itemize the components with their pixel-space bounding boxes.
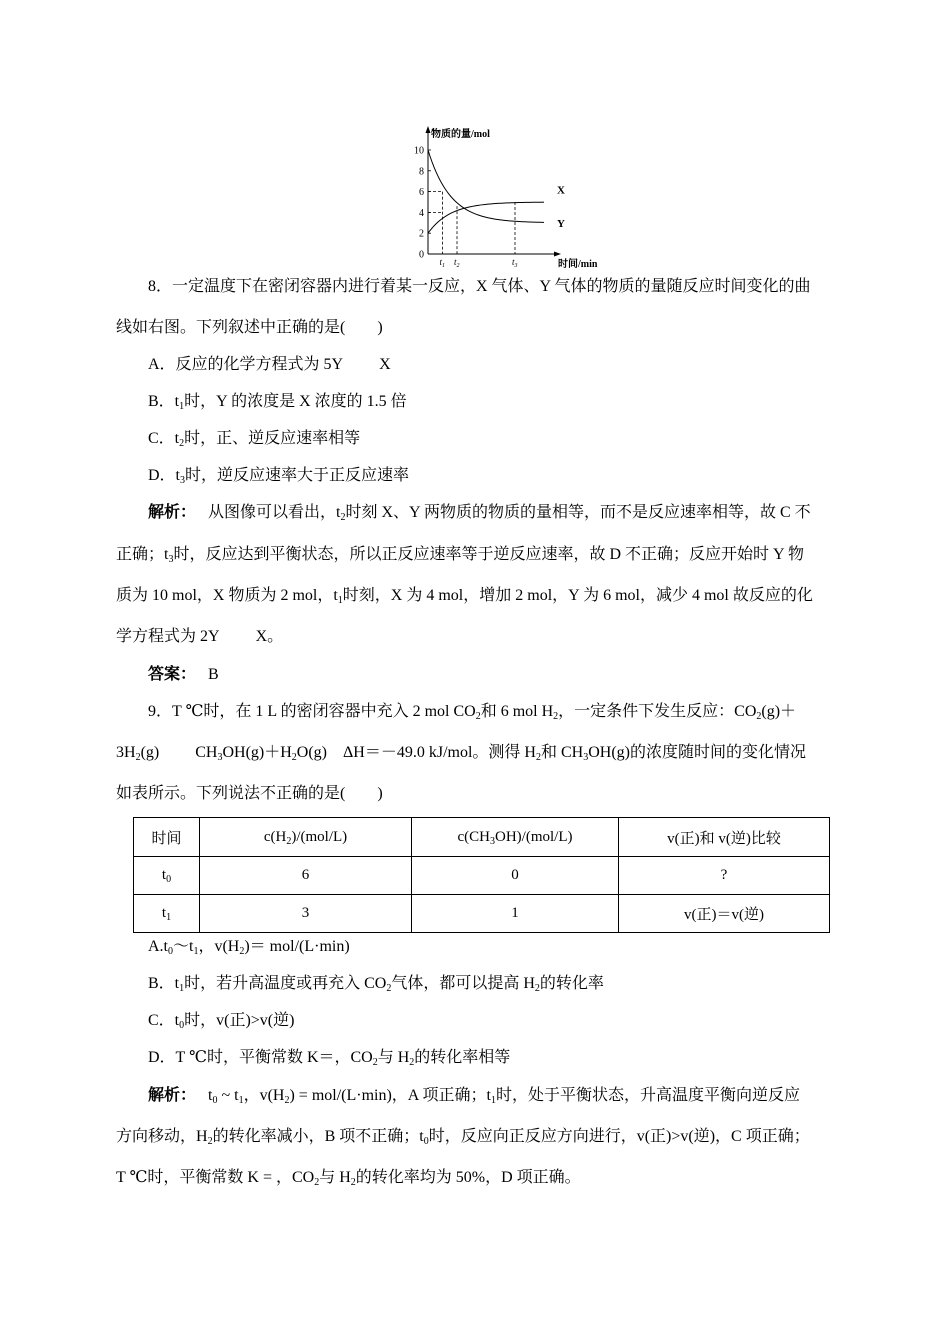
y-tick-label: 10 <box>414 145 424 157</box>
q8-explanation-line2: 正确；$t_3$时，反应达到平衡状态，所以正反应速率等于逆反应速率，故 D 不正确；反应开始时 Y 物 <box>116 546 804 565</box>
x-tick-label: $t_1$ <box>439 257 446 269</box>
cell-h2: 6 <box>200 857 412 895</box>
q9-explanation-line1: 解析： $t_0$ ~ $t_1$，$v(H_2) = mol/(L\cdot\min)$，A 项正确；$t_1$时，处于平衡状态，升高温度平衡向逆反应 <box>148 1087 800 1106</box>
q9-stem-line1: 9．T ℃时，在 1 L 的密闭容器中充入 2 mol $CO_2$和 6 mol $H_2$，一定条件下发生反应：$CO_2(g)+$ <box>148 703 797 722</box>
x-tick-label: $t_2$ <box>454 257 460 269</box>
q8-option-b: B．$t_1$时，Y 的浓度是 X 浓度的 1.5 倍 <box>148 393 407 412</box>
q9-option-c: C．$t_0$时，v(正)>v(逆) <box>148 1012 295 1031</box>
header-h2: $c(H_2)/(mol/L)$ <box>200 818 412 857</box>
q9-option-d: D．T ℃时，平衡常数 K＝，$CO_2$与 $H_2$的转化率相等 <box>148 1049 511 1068</box>
series-x-label: X <box>557 184 565 197</box>
header-rate-compare: v(正)和 v(逆)比较 <box>619 818 830 857</box>
y-tick-label: 0 <box>419 249 424 261</box>
x-axis-label: 时间/min <box>558 259 598 270</box>
q8-stem-line1: 8．一定温度下在密闭容器内进行着某一反应，X 气体、Y 气体的物质的量随反应时间变化的曲 <box>148 278 811 295</box>
q9-stem-line3: 如表所示。下列说法不正确的是( ) <box>116 785 383 802</box>
q8-option-c: C．$t_2$时，正、逆反应速率相等 <box>148 430 361 449</box>
series-y-line <box>428 150 544 222</box>
cell-ch3oh: 1 <box>412 895 619 933</box>
cell-ch3oh: 0 <box>412 857 619 895</box>
table-header-row <box>134 818 830 857</box>
x-tick-label: $t_3$ <box>512 257 518 269</box>
q9-option-b: B．$t_1$时，若升高温度或再充入 $CO_2$气体，都可以提高 $H_2$的转化率 <box>148 975 604 994</box>
q8-option-d: D．$t_3$时，逆反应速率大于正反应速率 <box>148 467 410 486</box>
q8-option-a: A．反应的化学方程式为 5Y X <box>148 356 391 373</box>
header-ch3oh: $c(CH_3OH)/(mol/L)$ <box>412 818 619 857</box>
y-tick-label: 4 <box>419 207 424 219</box>
x-axis-arrow <box>554 252 561 257</box>
concentration-table <box>133 817 830 933</box>
table-row <box>134 895 830 933</box>
q8-explanation-line3: 质为 10 mol，X 物质为 2 mol，$t_1$时刻，X 为 4 mol，增加 2 mol，Y 为 6 mol，减少 4 mol 故反应的化 <box>116 587 813 606</box>
cell-rate: v(正)＝v(逆) <box>619 895 830 933</box>
cell-rate: ? <box>619 857 830 895</box>
q9-explanation-line3: T ℃时，平衡常数 K = ，$CO_2$与 $H_2$的转化率均为 50%，D 项正确。 <box>116 1169 581 1188</box>
q9-explanation-line2: 方向移动，$H_2$的转化率减小，B 项不正确；$t_0$时，反应向正反应方向进行，v(正)>v(逆)，C 项正确； <box>116 1128 810 1147</box>
series-y-label: Y <box>557 217 565 230</box>
q8-stem-line2: 线如右图。下列叙述中正确的是( ) <box>116 319 383 336</box>
q9-option-a: $A.t_0\sim t_1$，$v(H_2)= mol/(L\cdot\min)$ <box>148 938 350 957</box>
chart-axes <box>426 126 598 270</box>
y-axis-label: 物质的量/mol <box>431 129 490 140</box>
q8-explanation-line1: 解析： 从图像可以看出，$t_2$时刻 X、Y 两物质的物质的量相等，而不是反应速率相等，故 C 不 <box>148 504 811 523</box>
cell-time: $t_1$ <box>134 895 200 933</box>
q9-stem-line2: $3H_2(g)$ $CH_3OH(g)+H_2O(g)$ ΔH＝－49.0 kJ/mol。测得 $H_2$和 $CH_3OH(g)$的浓度随时间的变化情况 <box>116 744 806 763</box>
y-axis-arrow <box>426 126 431 133</box>
y-tick-label: 2 <box>419 228 424 240</box>
q8-explanation-line4: 学方程式为 2Y X。 <box>116 628 284 645</box>
cell-time: $t_0$ <box>134 857 200 895</box>
y-tick-label: 8 <box>419 166 424 178</box>
y-tick-label: 6 <box>419 187 424 199</box>
q8-answer: 答案： B <box>148 666 219 683</box>
table-row <box>134 857 830 895</box>
amount-vs-time-chart <box>400 124 600 274</box>
header-time: 时间 <box>134 818 200 857</box>
cell-h2: 3 <box>200 895 412 933</box>
